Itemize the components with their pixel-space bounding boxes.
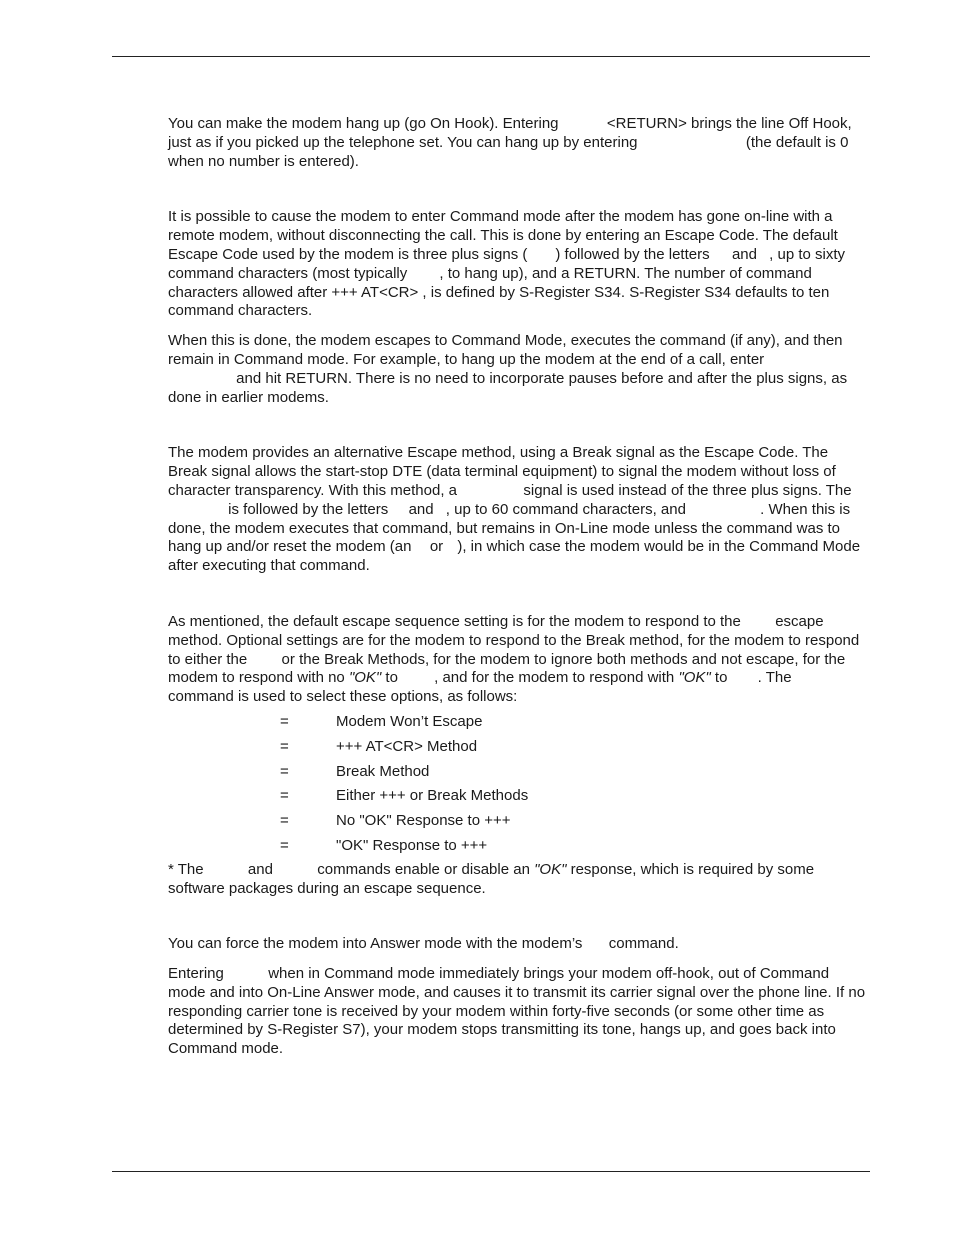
escape-result-paragraph: When this is done, the modem escapes to Command Mode, executes the command (if any), and then remain in Command mode. For example, to hang up the modem at the end of a call, enter and hit RETURN. There is no need to incorporate pauses before and after the plus signs, as done in earlier modems. bbox=[168, 332, 848, 406]
escape-options-list bbox=[168, 713, 870, 856]
ok-response-note: * The and commands enable or disable an "OK" response, which is required by some software packages during an escape sequence. bbox=[168, 860, 815, 897]
footer-rule bbox=[112, 1171, 870, 1172]
option-item: = No "OK" Response to +++ bbox=[280, 812, 511, 830]
option-item: = +++ AT<CR> Method bbox=[280, 737, 478, 755]
option-item: = Break Method bbox=[280, 762, 430, 780]
escape-code-paragraph: It is possible to cause the modem to enter Command mode after the modem has gone on-line with a remote modem, without disconnecting the call. This is done by entering an Escape Code. The default Escape Code used by the modem is three plus signs ( ) followed by the letters and , up to sixty command characters (most typically , to hang up), and a RETURN. The number of command characters allowed after +++ AT<CR> , is defined by S-Register S34. S-Register S34 defaults to ten command characters. bbox=[168, 208, 846, 320]
header-rule bbox=[112, 56, 870, 57]
option-item: = Either +++ or Break Methods bbox=[280, 787, 529, 805]
hangup-paragraph: You can make the modem hang up (go On Hook). Entering <RETURN> brings the line Off Hook, just as if you picked up the telephone set. You can hang up by entering (the default is 0 when no number is entered). bbox=[168, 115, 852, 170]
escape-options-paragraph: As mentioned, the default escape sequence setting is for the modem to respond to the escape method. Optional settings are for the modem to respond to the Break method, for the modem to respond to either the or the Break Methods, for the modem to ignore both methods and not escape, for the modem to respond with no "OK" to , and for the modem to respond with "OK" to . The command is used to select these options, as follows: bbox=[168, 612, 860, 706]
break-method-paragraph: The modem provides an alternative Escape method, using a Break signal as the Escape Code. The Break signal allows the start-stop DTE (data terminal equipment) to signal the modem without loss of character transparency. With this method, a signal is used instead of the three plus signs. The is followed by the letters and , up to 60 command characters, and . When this is done, the modem executes that command, but remains in On-Line mode unless the command was to hang up and/or reset the modem (an or ), in which case the modem would be in the Command Mode after executing that command. bbox=[168, 444, 861, 575]
answer-detail-paragraph: Entering when in Command mode immediately brings your modem off-hook, out of Command mode and into On-Line Answer mode, and causes it to transmit its carrier signal over the phone line. If no responding carrier tone is received by your modem within forty-five seconds (or some other time as determined by S-Register S7), your modem stops transmitting its tone, hangs up, and goes back into Command mode. bbox=[168, 965, 866, 1058]
document-body bbox=[168, 115, 870, 1059]
answer-mode-paragraph: You can force the modem into Answer mode with the modem’s command. bbox=[168, 935, 679, 953]
option-item: = Modem Won’t Escape bbox=[280, 712, 483, 730]
option-item: = "OK" Response to +++ bbox=[280, 836, 488, 854]
